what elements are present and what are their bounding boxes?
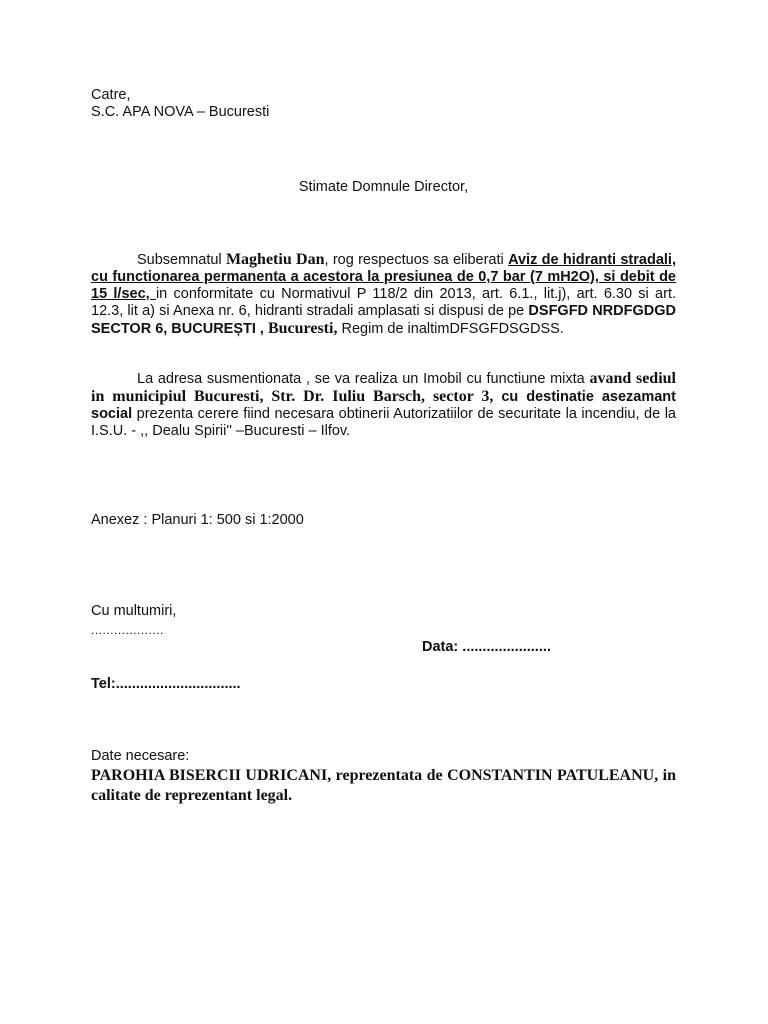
- applicant-name: Maghetiu Dan: [225, 251, 325, 268]
- address-bold: DSFGFD NRDFGDGD SECTOR 6, BUCUREȘTI ,: [91, 303, 676, 337]
- address-city: Bucuresti,: [263, 320, 338, 337]
- tel-line: Tel:...............................: [91, 676, 241, 692]
- p1-text-4: Regim de inaltimDFSGFDSGDSS.: [337, 321, 564, 337]
- annex-line: Anexez : Planuri 1: 500 si 1:2000: [91, 512, 304, 528]
- p2-text-3: prezenta cerere fiind necesara obtinerii Autorizatiilor de securitate la incendiu, de la I.S.U. - ,, Dealu Spirii'' –Bucuresti – Ilfov.: [91, 406, 676, 439]
- required-details: [91, 766, 676, 806]
- salutation: Stimate Domnule Director,: [298, 179, 469, 195]
- recipient-line-1: Catre,: [91, 87, 131, 103]
- required-label: Date necesare:: [91, 748, 190, 764]
- paragraph-request: [91, 251, 676, 338]
- signature-dots: ...................: [91, 623, 164, 637]
- paragraph-project: [91, 370, 676, 440]
- date-dots: ......................: [458, 639, 551, 655]
- parish-name: PAROHIA BISERCII UDRICANI: [91, 767, 328, 784]
- request-subject: Aviz de hidranti stradali, cu functionarea permanenta a acestora la presiunea de 0,7 bar (7 mH2O), si debit de 15 l/sec,: [91, 252, 676, 302]
- representative-text: , reprezentata de CONSTANTIN PATULEANU, in calitate de reprezentant legal.: [91, 767, 677, 804]
- p1-text-1: Subsemnatul: [137, 252, 226, 268]
- p2-text-1: La adresa susmentionata , se va realiza un Imobil cu functiune mixta: [137, 371, 590, 387]
- date-line: [422, 639, 682, 656]
- destination: cu destinatie asezamant social: [91, 389, 676, 422]
- p1-text-2: , rog respectuos sa eliberati: [324, 252, 509, 268]
- recipient-block: [91, 87, 676, 121]
- closing-thanks: Cu multumiri,: [91, 603, 177, 619]
- seat-address: avand sediul in municipiul Bucuresti, Str. Dr. Iuliu Barsch, sector 3,: [91, 370, 676, 405]
- recipient-line-2: S.C. APA NOVA – Bucuresti: [91, 104, 270, 120]
- p1-text-3: in conformitate cu Normativul P 118/2 din 2013, art. 6.1., lit.j), art. 6.30 si art. 12.3, lit a) si Anexa nr. 6, hidranti stradali amplasati si dispusi de pe: [91, 286, 676, 319]
- date-label: Data:: [422, 639, 459, 655]
